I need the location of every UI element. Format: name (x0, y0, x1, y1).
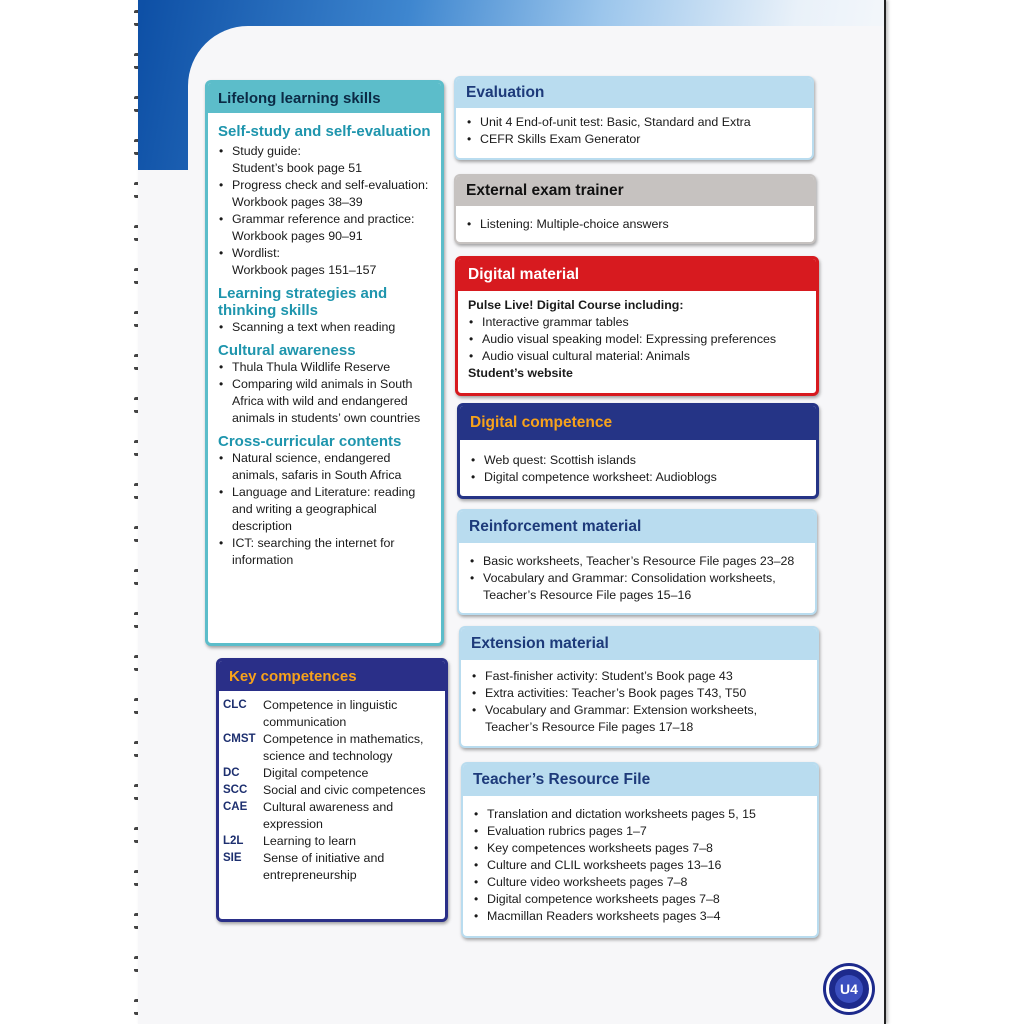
table-row: DC Digital competence (223, 766, 369, 780)
box-title: Teacher’s Resource File (463, 764, 817, 796)
list-item: • Comparing wild animals in South Africa with wild and endangered animals in students’ own countries (218, 376, 431, 427)
key-competences-box (216, 658, 448, 922)
box-title: Reinforcement material (459, 511, 815, 543)
box-title: Extension material (461, 628, 817, 660)
competences-table (219, 691, 445, 890)
box-title: External exam trainer (456, 176, 814, 206)
bullet-list (218, 143, 431, 279)
list-item: • Macmillan Readers worksheets pages 3–4 (473, 908, 807, 925)
page-edge (884, 0, 886, 1024)
list-item: • Wordlist: Workbook pages 151–157 (218, 245, 431, 279)
list-item: • CEFR Skills Exam Generator (466, 131, 802, 148)
teachers-resource-file-box (461, 762, 819, 938)
bullet-list (469, 553, 805, 604)
list-item: • Natural science, endangered animals, safaris in South Africa (218, 450, 431, 484)
table-row: CMST Competence in mathematics, science and technology (223, 732, 424, 763)
bullet-list (218, 450, 431, 569)
unit-badge-label: U4 (835, 975, 863, 1003)
bullet-list (471, 668, 807, 736)
table-row: L2L Learning to learn (223, 834, 356, 848)
lifelong-learning-box (205, 80, 444, 646)
list-item: • Vocabulary and Grammar: Extension worksheets, Teacher’s Resource File pages 17–18 (471, 702, 807, 736)
table-row: SIE Sense of initiative and entrepreneurship (223, 851, 385, 882)
bullet-list (473, 806, 807, 925)
digital-competence-box (457, 403, 819, 499)
section-heading: Learning strategies and thinking skills (218, 285, 388, 319)
unit-badge (826, 966, 872, 1012)
list-item: • ICT: searching the internet for information (218, 535, 431, 569)
bullet-list (468, 314, 806, 365)
exam-trainer-box (454, 174, 816, 244)
table-row: CLC Competence in linguistic communication (223, 698, 398, 729)
list-item: • Progress check and self-evaluation: Workbook pages 38–39 (218, 177, 431, 211)
box-title: Evaluation (456, 78, 812, 108)
list-item: • Basic worksheets, Teacher’s Resource File pages 23–28 (469, 553, 805, 570)
bullet-list (466, 114, 802, 148)
box-title: Digital material (458, 259, 816, 291)
list-item: • Audio visual cultural material: Animals (468, 348, 806, 365)
digital-tail: Student’s website (468, 366, 573, 380)
section-heading: Cultural awareness (218, 342, 356, 359)
list-item: • Study guide: Student’s book page 51 (218, 143, 431, 177)
bullet-list (218, 359, 431, 427)
section-heading: Self-study and self-evaluation (218, 123, 431, 140)
list-item: • Language and Literature: reading and writing a geographical description (218, 484, 431, 535)
list-item: • Key competences worksheets pages 7–8 (473, 840, 807, 857)
extension-box (459, 626, 819, 748)
bullet-list (218, 319, 431, 336)
box-title: Key competences (219, 661, 445, 691)
list-item: • Extra activities: Teacher’s Book pages T43, T50 (471, 685, 807, 702)
bullet-list (466, 216, 804, 233)
list-item: • Translation and dictation worksheets pages 5, 15 (473, 806, 807, 823)
digital-material-box (455, 256, 819, 396)
list-item: • Unit 4 End-of-unit test: Basic, Standard and Extra (466, 114, 802, 131)
list-item: • Interactive grammar tables (468, 314, 806, 331)
evaluation-box (454, 76, 814, 160)
list-item: • Listening: Multiple-choice answers (466, 216, 804, 233)
box-title: Digital competence (460, 406, 816, 440)
list-item: • Web quest: Scottish islands (470, 452, 806, 469)
list-item: • Scanning a text when reading (218, 319, 431, 336)
table-row: SCC Social and civic competences (223, 783, 426, 797)
list-item: • Evaluation rubrics pages 1–7 (473, 823, 807, 840)
list-item: • Culture and CLIL worksheets pages 13–16 (473, 857, 807, 874)
list-item: • Digital competence worksheet: Audioblogs (470, 469, 806, 486)
reinforcement-box (457, 509, 817, 615)
list-item: • Culture video worksheets pages 7–8 (473, 874, 807, 891)
digital-lead: Pulse Live! Digital Course including: (468, 298, 684, 312)
list-item: • Vocabulary and Grammar: Consolidation worksheets, Teacher’s Resource File pages 15–16 (469, 570, 805, 604)
section-heading: Cross-curricular contents (218, 433, 402, 450)
list-item: • Grammar reference and practice: Workbook pages 90–91 (218, 211, 431, 245)
list-item: • Thula Thula Wildlife Reserve (218, 359, 431, 376)
list-item: • Audio visual speaking model: Expressing preferences (468, 331, 806, 348)
bullet-list (470, 452, 806, 486)
list-item: • Digital competence worksheets pages 7–8 (473, 891, 807, 908)
table-row: CAE Cultural awareness and expression (223, 800, 394, 831)
list-item: • Fast-finisher activity: Student’s Book page 43 (471, 668, 807, 685)
box-title: Lifelong learning skills (208, 83, 441, 113)
